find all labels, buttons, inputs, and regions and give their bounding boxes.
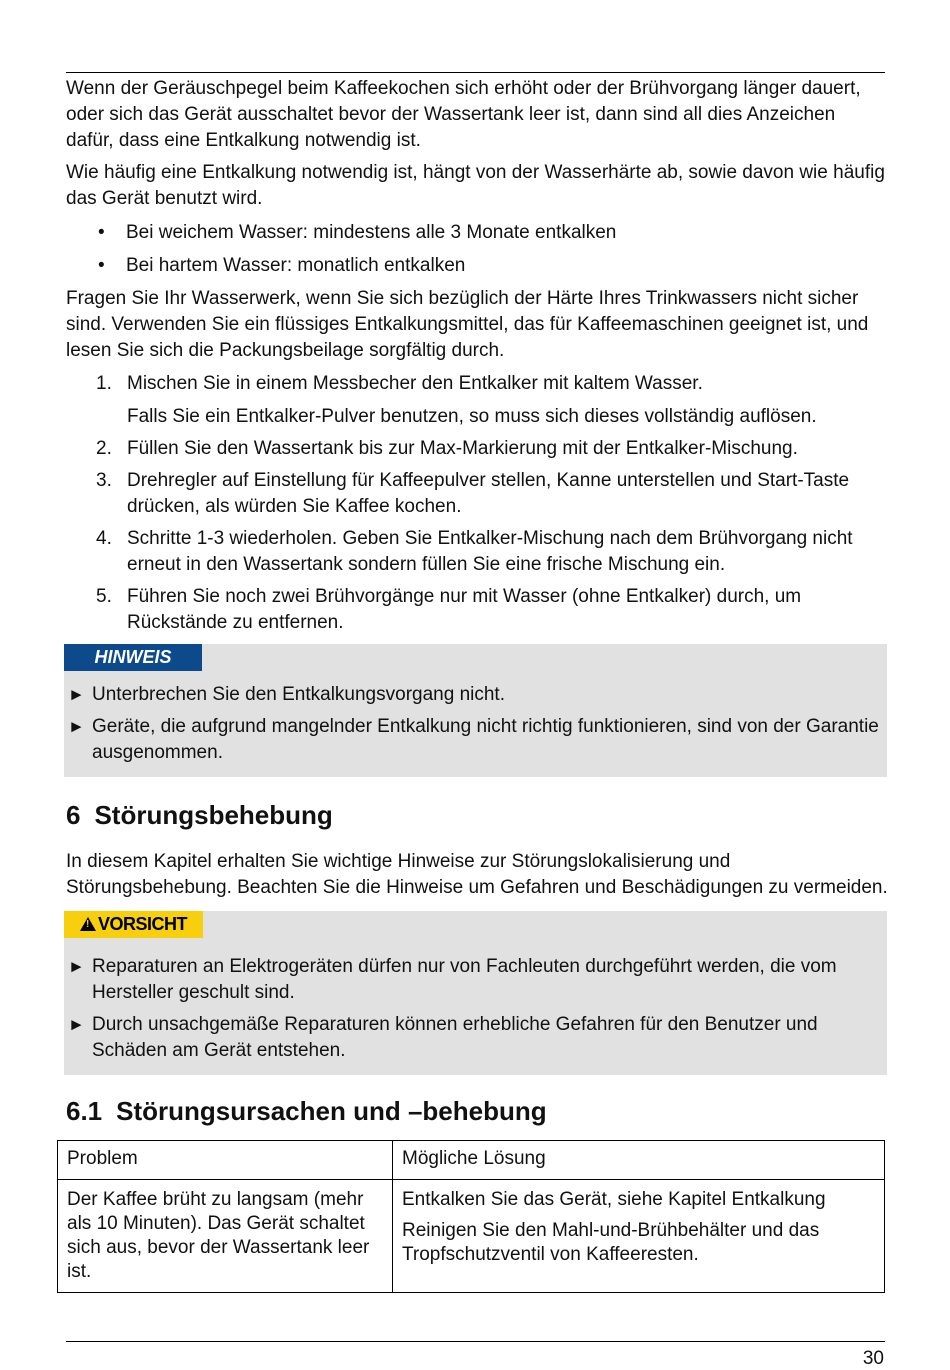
column-header-solution: Mögliche Lösung (393, 1141, 885, 1180)
intro-paragraph-1: Wenn der Geräuschpegel beim Kaffeekochen sich erhöht oder der Brühvorgang länger dauert, oder sich das Gerät ausschaltet bevor der Wassertank leer ist, dann sind all dies Anzeichen dafür, dass eine Entkalkung notwendig ist. (66, 78, 861, 151)
section-6-1-heading (66, 1095, 888, 1127)
solution-line: Entkalken Sie das Gerät, siehe Kapitel Entkalkung (402, 1189, 826, 1210)
arrow-right-icon: ► (68, 957, 85, 976)
vorsicht-notice (64, 911, 887, 1075)
step-text: Führen Sie noch zwei Brühvorgänge nur mit Wasser (ohne Entkalker) durch, um Rückstände zu entfernen. (127, 586, 802, 633)
troubleshooting-table (57, 1140, 885, 1293)
water-hardness-list (66, 220, 888, 279)
step-item (66, 436, 888, 462)
notice-item: ► Durch unsachgemäße Reparaturen können erhebliche Gefahren für den Benutzer und Schäden am Gerät entstehen. (68, 1014, 818, 1061)
column-header-problem: Problem (58, 1141, 393, 1180)
descaling-steps (66, 371, 888, 636)
section-title: Störungsbehebung (94, 800, 333, 830)
step-item (66, 584, 888, 636)
notice-item: ► Reparaturen an Elektrogeräten dürfen nur von Fachleuten durchgeführt werden, die vom Hersteller geschult sind. (68, 956, 837, 1003)
step-number: 2. (96, 438, 112, 459)
list-item: • Bei weichem Wasser: mindestens alle 3 Monate entkalken (66, 220, 888, 246)
step-number: 1. (96, 373, 112, 394)
section-6-heading (66, 799, 888, 831)
solution-line: Reinigen Sie den Mahl-und-Brühbehälter und das Tropfschutzventil von Kaffeeresten. (402, 1220, 820, 1265)
step-number: 5. (96, 586, 112, 607)
bullet-icon: • (98, 255, 105, 276)
notice-item: ► Geräte, die aufgrund mangelnder Entkalkung nicht richtig funktionieren, sind von der Garantie ausgenommen. (68, 716, 879, 763)
section-title: Störungsursachen und –behebung (116, 1096, 547, 1126)
page-content (66, 76, 888, 1293)
step-text: Schritte 1-3 wiederholen. Geben Sie Entkalker-Mischung nach dem Brühvorgang nicht erneut in den Wassertank sondern füllen Sie eine frische Mischung ein. (127, 528, 853, 575)
bottom-rule (66, 1341, 885, 1342)
step-number: 3. (96, 470, 112, 491)
arrow-right-icon: ► (68, 685, 85, 704)
step-item (66, 526, 888, 578)
step-text: Drehregler auf Einstellung für Kaffeepulver stellen, Kanne unterstellen und Start-Taste drücken, als würden Sie Kaffee kochen. (127, 470, 850, 517)
section-6-text: In diesem Kapitel erhalten Sie wichtige Hinweise zur Störungslokalisierung und Störungsbehebung. Beachten Sie die Hinweise um Gefahren und Beschädigungen zu vermeiden. (66, 851, 888, 898)
warning-triangle-icon (80, 917, 96, 931)
arrow-right-icon: ► (68, 1015, 85, 1034)
step-text: Füllen Sie den Wassertank bis zur Max-Markierung mit der Entkalker-Mischung. (127, 438, 798, 459)
list-item: • Bei hartem Wasser: monatlich entkalken (66, 253, 888, 279)
table-header-row (58, 1141, 885, 1180)
section-number: 6.1 (66, 1096, 103, 1126)
bullet-icon: • (98, 222, 105, 243)
step-item (66, 468, 888, 520)
intro-paragraph-3: Fragen Sie Ihr Wasserwerk, wenn Sie sich bezüglich der Härte Ihres Trinkwassers nicht sicher sind. Verwenden Sie ein flüssiges Entkalkungsmittel, das für Kaffeemaschinen geeignet ist, und lesen Sie sich die Packungsbeilage sorgfältig durch. (66, 288, 869, 361)
section-number: 6 (66, 800, 81, 830)
notice-item: ► Unterbrechen Sie den Entkalkungsvorgang nicht. (66, 682, 887, 708)
page-number: 30 (862, 1348, 884, 1369)
vorsicht-badge: !VORSICHT (64, 911, 203, 938)
step-text: Mischen Sie in einem Messbecher den Entkalker mit kaltem Wasser. (127, 373, 703, 394)
step-subtext: Falls Sie ein Entkalker-Pulver benutzen, so muss sich dieses vollständig auflösen. (127, 406, 817, 427)
problem-cell: Der Kaffee brüht zu langsam (mehr als 10 Minuten). Das Gerät schaltet sich aus, bevor der Wassertank leer ist. (58, 1180, 393, 1293)
intro-paragraph-2: Wie häufig eine Entkalkung notwendig ist, hängt von der Wasserhärte ab, sowie davon wie häufig das Gerät benutzt wird. (66, 162, 885, 209)
step-item (66, 371, 888, 430)
table-row (58, 1180, 885, 1293)
solution-cell (393, 1180, 885, 1293)
step-number: 4. (96, 528, 112, 549)
top-rule (66, 72, 885, 73)
hinweis-notice (64, 644, 887, 777)
arrow-right-icon: ► (68, 717, 85, 736)
hinweis-badge: HINWEIS (64, 644, 202, 671)
